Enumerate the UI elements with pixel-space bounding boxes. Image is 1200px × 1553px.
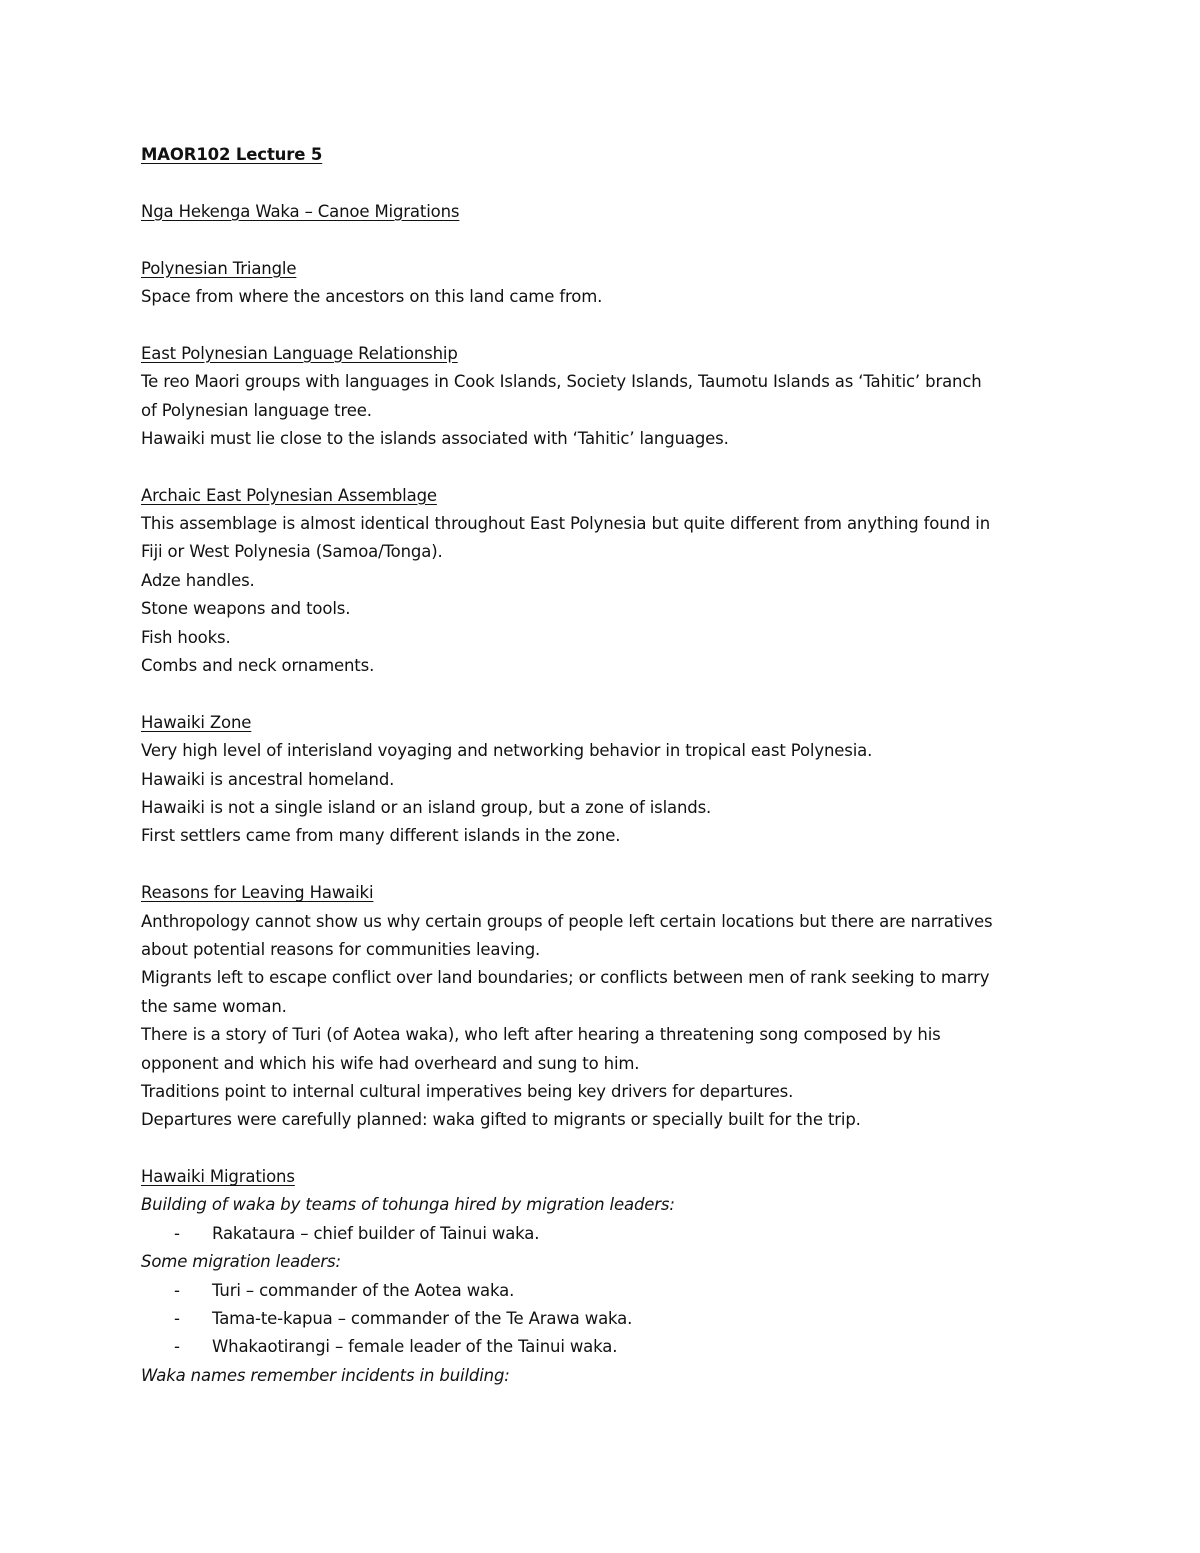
bullet-dash: -	[174, 1223, 180, 1243]
section-line: Adze handles.	[141, 570, 255, 590]
section-line: Hawaiki must lie close to the islands associated with ‘Tahitic’ languages.	[141, 428, 729, 448]
section-line: Anthropology cannot show us why certain groups of people left certain locations but there are narratives	[141, 911, 993, 931]
document-page	[141, 141, 1071, 1390]
section-line: First settlers came from many different islands in the zone.	[141, 826, 621, 846]
section-language-relationship	[141, 340, 1071, 454]
section-line: about potential reasons for communities leaving.	[141, 939, 541, 959]
names-intro: Waka names remember incidents in building:	[141, 1365, 510, 1385]
section-line: Traditions point to internal cultural imperatives being key drivers for departures.	[141, 1081, 794, 1101]
section-archaic-assemblage	[141, 482, 1071, 681]
section-line: the same woman.	[141, 996, 287, 1016]
section-line: This assemblage is almost identical throughout East Polynesia but quite different from anything found in	[141, 514, 990, 534]
spacer	[141, 453, 1071, 481]
section-heading: Hawaiki Zone	[141, 712, 252, 732]
bullet-item	[141, 1277, 1071, 1305]
section-line: Space from where the ancestors on this land came from.	[141, 286, 603, 306]
bullet-dash: -	[174, 1280, 180, 1300]
section-line: opponent and which his wife had overheard and sung to him.	[141, 1053, 640, 1073]
section-line: Stone weapons and tools.	[141, 599, 351, 619]
section-line: Hawaiki is ancestral homeland.	[141, 769, 395, 789]
bullet-text: Turi – commander of the Aotea waka.	[212, 1280, 515, 1300]
spacer	[141, 169, 1071, 197]
bullet-text: Whakaotirangi – female leader of the Tainui waka.	[212, 1337, 618, 1357]
section-line: Very high level of interisland voyaging and networking behavior in tropical east Polynesia.	[141, 741, 873, 761]
spacer	[141, 226, 1071, 254]
spacer	[141, 851, 1071, 879]
section-hawaiki-migrations	[141, 1163, 1071, 1390]
section-heading: Polynesian Triangle	[141, 258, 297, 278]
builders-intro: Building of waka by teams of tohunga hired by migration leaders:	[141, 1195, 675, 1215]
spacer	[141, 680, 1071, 708]
section-line: Migrants left to escape conflict over land boundaries; or conflicts between men of rank seeking to marry	[141, 968, 990, 988]
document-title: MAOR102 Lecture 5	[141, 145, 323, 164]
leaders-intro: Some migration leaders:	[141, 1252, 341, 1272]
section-heading: Reasons for Leaving Hawaiki	[141, 883, 374, 903]
section-hawaiki-zone	[141, 709, 1071, 851]
spacer	[141, 1135, 1071, 1163]
bullet-text: Tama-te-kapua – commander of the Te Arawa waka.	[212, 1309, 633, 1329]
section-line: Te reo Maori groups with languages in Cook Islands, Society Islands, Taumotu Islands as ‘Tahitic’ branch	[141, 372, 982, 392]
bullet-item	[141, 1220, 1071, 1248]
section-line: Combs and neck ornaments.	[141, 656, 375, 676]
section-line: Departures were carefully planned: waka gifted to migrants or specially built for the trip.	[141, 1110, 861, 1130]
section-line: Fish hooks.	[141, 627, 231, 647]
section-line: Fiji or West Polynesia (Samoa/Tonga).	[141, 542, 443, 562]
bullet-dash: -	[174, 1309, 180, 1329]
section-heading: East Polynesian Language Relationship	[141, 343, 458, 363]
bullet-item	[141, 1305, 1071, 1333]
section-line: of Polynesian language tree.	[141, 400, 372, 420]
section-reasons-for-leaving	[141, 879, 1071, 1135]
section-polynesian-triangle	[141, 255, 1071, 312]
bullet-dash: -	[174, 1337, 180, 1357]
section-heading: Hawaiki Migrations	[141, 1167, 295, 1187]
bullet-text: Rakataura – chief builder of Tainui waka.	[212, 1223, 540, 1243]
spacer	[141, 311, 1071, 339]
section-line: There is a story of Turi (of Aotea waka), who left after hearing a threatening song composed by his	[141, 1025, 941, 1045]
section-heading: Archaic East Polynesian Assemblage	[141, 485, 437, 505]
document-subtitle: Nga Hekenga Waka – Canoe Migrations	[141, 201, 460, 221]
section-line: Hawaiki is not a single island or an island group, but a zone of islands.	[141, 797, 712, 817]
bullet-item	[141, 1333, 1071, 1361]
